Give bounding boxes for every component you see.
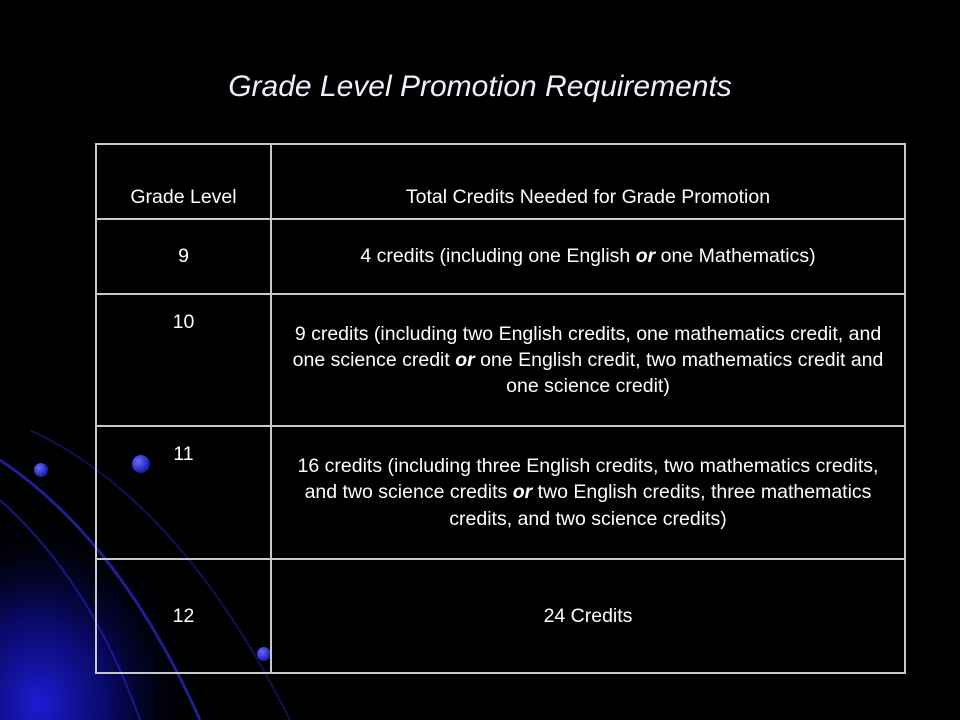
decor-dot (34, 463, 48, 477)
credits-cell: 24 Credits (271, 559, 905, 673)
grade-cell: 10 (96, 294, 271, 426)
header-grade-level: Grade Level (96, 144, 271, 219)
grade-cell: 9 (96, 219, 271, 294)
table-row (96, 219, 905, 294)
grade-cell: 11 (96, 426, 271, 559)
header-total-credits: Total Credits Needed for Grade Promotion (271, 144, 905, 219)
table-row (96, 426, 905, 559)
table-row (96, 294, 905, 426)
credits-cell: 16 credits (including three English credits, two mathematics credits, and two science credits or two English credits, three mathematics credits, and two science credits) (271, 426, 905, 559)
credits-cell: 4 credits (including one English or one Mathematics) (271, 219, 905, 294)
slide-title: Grade Level Promotion Requirements (228, 70, 732, 103)
table-header-row (96, 144, 905, 219)
table-row (96, 559, 905, 673)
credits-cell: 9 credits (including two English credits, one mathematics credit, and one science credit or one English credit, two mathematics credit and one science credit) (271, 294, 905, 426)
grade-cell: 12 (96, 559, 271, 673)
requirements-table (95, 143, 906, 674)
